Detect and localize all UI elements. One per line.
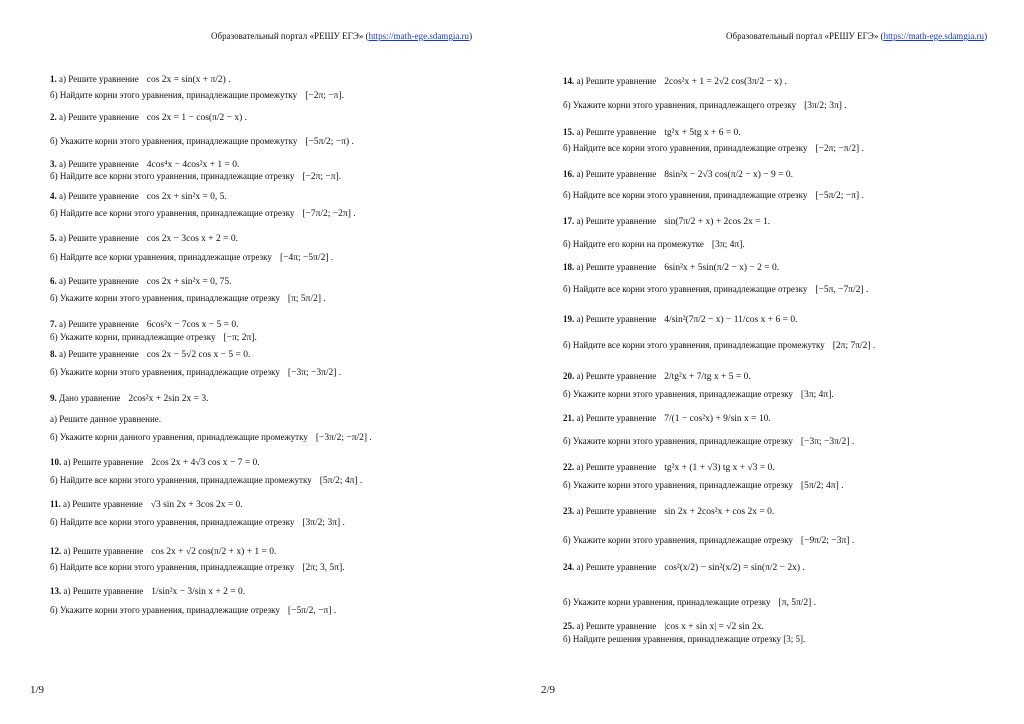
- problem-number: 2.: [50, 112, 57, 122]
- equation: cos 2x − 5√2 cos x − 5 = 0.: [146, 350, 251, 360]
- problem-21-part-a: [563, 413, 771, 425]
- problem-4-part-a: [50, 191, 227, 203]
- problem-19-part-b: [563, 340, 875, 352]
- problem-prompt: а) Решите уравнение: [576, 314, 657, 324]
- header-link[interactable]: https://math-ege.sdamgia.ru: [368, 31, 470, 41]
- problem-number: 6.: [50, 276, 57, 286]
- part-b-text: б) Укажите корни, принадлежащие отрезку: [50, 332, 216, 342]
- problem-16-part-a: [563, 169, 793, 181]
- problem-prompt: а) Решите уравнение: [576, 216, 657, 226]
- part-b-text: б) Укажите корни этого уравнения, принадлежащие отрезку: [563, 480, 793, 490]
- part-b-text: б) Найдите все корни этого уравнения, принадлежащие промежутку: [563, 340, 825, 350]
- problem-25-part-a: [563, 621, 764, 633]
- problem-16-part-b: [563, 190, 864, 202]
- problem-20-part-a: [563, 371, 751, 383]
- problem-9-part-a: [50, 393, 208, 405]
- equation: 8sin²x − 2√3 cos(π/2 − x) − 9 = 0.: [664, 170, 793, 180]
- problem-8-part-b: [50, 367, 341, 379]
- problem-11-part-a: [50, 499, 243, 511]
- equation: 4cos⁴x − 4cos²x + 1 = 0.: [146, 160, 240, 170]
- problem-6-part-a: [50, 276, 232, 288]
- equation: sin(7π/2 + x) + 2cos 2x = 1.: [664, 217, 771, 227]
- part-b-text: б) Найдите все корни этого уравнения, принадлежащие отрезку: [50, 517, 295, 527]
- problem-7-part-a: [50, 319, 238, 331]
- problem-number: 15.: [563, 127, 575, 137]
- problem-prompt: а) Решите уравнение: [59, 112, 139, 122]
- problem-prompt: а) Решите уравнение: [63, 546, 144, 556]
- part-b-text: б) Укажите корни данного уравнения, принадлежащие промежутку: [50, 432, 308, 442]
- header-link[interactable]: https://math-ege.sdamgia.ru: [883, 31, 985, 41]
- problem-2-part-b: [50, 136, 354, 148]
- problem-prompt: а) Решите уравнение: [576, 506, 657, 516]
- problem-number: 1.: [50, 74, 57, 84]
- interval: [−π; 2π].: [223, 333, 257, 343]
- problem-23-part-b: [563, 535, 854, 547]
- problem-number: 16.: [563, 169, 575, 179]
- problem-5-part-b: [50, 252, 333, 264]
- problem-13-part-a: [50, 586, 245, 598]
- part-b-text: б) Найдите все корни этого уравнения, принадлежащие отрезку: [563, 284, 808, 294]
- equation: 2cos 2x + 4√3 cos x − 7 = 0.: [151, 458, 260, 468]
- problem-number: 7.: [50, 319, 57, 329]
- problem-23-part-a: [563, 506, 774, 518]
- problem-prompt: а) Решите уравнение: [59, 159, 139, 169]
- interval: [−9π/2; −3π] .: [800, 536, 855, 546]
- part-b-text: б) Укажите корни этого уравнения, принадлежащие отрезку: [50, 605, 280, 615]
- problem-18-part-a: [563, 262, 779, 274]
- problem-prompt: а) Решите уравнение: [576, 562, 657, 572]
- problem-3-part-a: [50, 159, 239, 171]
- interval: [−5π/2; −π) .: [305, 137, 354, 147]
- part-b-text: б) Укажите корни этого уравнения, принадлежащего отрезку: [563, 100, 797, 110]
- problem-5-part-a: [50, 233, 238, 245]
- header-text: Образовательный портал «РЕШУ ЕГЭ» (: [211, 31, 369, 41]
- problem-prompt: а) Решите уравнение: [576, 371, 657, 381]
- problem-12-part-a: [50, 546, 276, 558]
- part-b-text: б) Найдите все корни этого уравнения, принадлежащие отрезку: [50, 208, 295, 218]
- problem-13-part-b: [50, 605, 336, 617]
- part-b-text: б) Укажите корни этого уравнения, принадлежащие отрезку: [50, 367, 280, 377]
- equation: cos 2x − 3cos x + 2 = 0.: [146, 234, 239, 244]
- part-b-text: б) Найдите все корни этого уравнения, принадлежащие отрезку: [50, 562, 295, 572]
- page-header: [726, 31, 987, 41]
- problem-number: 20.: [563, 371, 575, 381]
- problem-20-part-b: [563, 389, 834, 401]
- problem-17-part-a: [563, 216, 770, 228]
- header-text-end: ): [469, 31, 473, 41]
- equation: 6sin²x + 5sin(π/2 − x) − 2 = 0.: [664, 263, 780, 273]
- header-text: Образовательный портал «РЕШУ ЕГЭ» (: [726, 31, 884, 41]
- equation: √3 sin 2x + 3cos 2x = 0.: [150, 500, 243, 510]
- equation: 6cos²x − 7cos x − 5 = 0.: [146, 320, 239, 330]
- equation: 7/(1 − cos²x) + 9/sin x = 10.: [664, 414, 771, 424]
- equation: cos 2x + √2 cos(π/2 + x) + 1 = 0.: [151, 547, 277, 557]
- problem-14-part-b: [563, 100, 847, 112]
- problem-prompt: а) Решите уравнение: [59, 319, 139, 329]
- problem-1-part-b: [50, 90, 344, 102]
- problem-number: 4.: [50, 191, 57, 201]
- problem-prompt: а) Решите уравнение: [63, 586, 144, 596]
- problem-number: 8.: [50, 349, 57, 359]
- problem-prompt: а) Решите уравнение: [576, 127, 657, 137]
- problem-prompt: а) Решите уравнение: [576, 413, 657, 423]
- equation: cos 2x = 1 − cos(π/2 − x) .: [146, 113, 248, 123]
- interval: [−3π/2; −π/2] .: [315, 433, 372, 443]
- part-b-text: б) Укажите корни этого уравнения, принадлежащие отрезку: [563, 389, 793, 399]
- interval: [−4π; −5π/2] .: [279, 253, 334, 263]
- part-b-text: б) Найдите корни этого уравнения, принадлежащие промежутку: [50, 90, 298, 100]
- part-b-text: б) Укажите корни этого уравнения, принадлежащие промежутку: [50, 136, 298, 146]
- interval: [π, 5π/2] .: [778, 598, 817, 608]
- page-2: [512, 0, 1024, 724]
- problem-22-part-b: [563, 480, 844, 492]
- equation: cos 2x = sin(x + π/2) .: [146, 75, 231, 85]
- problem-number: 25.: [563, 621, 575, 631]
- problem-number: 17.: [563, 216, 575, 226]
- interval: [5π/2; 4π] .: [319, 476, 363, 486]
- interval: [2π; 7π/2] .: [832, 341, 876, 351]
- part-b-text: б) Укажите корни этого уравнения, принадлежащие отрезку: [563, 535, 793, 545]
- equation: cos 2x + sin²x = 0, 75.: [146, 277, 232, 287]
- part-b-text: б) Найдите решения уравнения, принадлежащие отрезку [3; 5].: [563, 634, 806, 644]
- interval: [−2π; −π/2] .: [815, 144, 864, 154]
- problem-number: 5.: [50, 233, 57, 243]
- interval: [−3π; −3π/2] .: [287, 368, 342, 378]
- interval: [−7π/2; −2π] .: [302, 209, 356, 219]
- problem-21-part-b: [563, 436, 854, 448]
- part-b-text: б) Укажите корни уравнения, принадлежащие отрезку: [563, 597, 771, 607]
- problem-9-part-b: [50, 432, 372, 444]
- part-b-text: б) Найдите его корни на промежутке: [563, 239, 704, 249]
- interval: [3π/2; 3π] .: [804, 101, 847, 111]
- problem-number: 12.: [50, 546, 62, 556]
- interval: [−2π; −π].: [305, 91, 344, 101]
- part-b-text: б) Укажите корни этого уравнения, принадлежащие отрезку: [563, 436, 793, 446]
- problem-number: 11.: [50, 499, 61, 509]
- problem-6-part-b: [50, 293, 326, 305]
- problem-prompt: а) Решите уравнение: [59, 233, 139, 243]
- equation: 2cos²x + 2sin 2x = 3.: [128, 394, 209, 404]
- problem-25-part-b: [563, 634, 805, 645]
- interval: [3π; 4π].: [800, 390, 834, 400]
- problem-15-part-b: [563, 143, 864, 155]
- problem-10-part-b: [50, 475, 362, 487]
- problem-prompt: а) Решите уравнение: [59, 349, 139, 359]
- problem-3-part-b: [50, 171, 341, 183]
- equation: tg²x + 5tg x + 6 = 0.: [664, 128, 741, 138]
- interval: [−5π/2; −π] .: [815, 191, 864, 201]
- header-text-end: ): [984, 31, 988, 41]
- problem-10-part-a: [50, 457, 260, 469]
- interval: [−5π/2, −π] .: [287, 606, 337, 616]
- problem-number: 14.: [563, 76, 575, 86]
- interval: [3π/2; 3π] .: [302, 518, 345, 528]
- problem-number: 3.: [50, 159, 57, 169]
- problem-9-solve-prompt: а) Решите данное уравнение.: [50, 414, 162, 424]
- interval: [5π/2; 4π] .: [800, 481, 844, 491]
- problem-2-part-a: [50, 112, 247, 124]
- problem-prompt: а) Решите уравнение: [63, 457, 144, 467]
- problem-prompt: Дано уравнение: [59, 393, 121, 403]
- problem-number: 18.: [563, 262, 575, 272]
- part-b-text: б) Найдите все корни этого уравнения, принадлежащие отрезку: [563, 143, 808, 153]
- equation: cos²(x/2) − sin²(x/2) = sin(π/2 − 2x) .: [664, 563, 805, 573]
- equation: sin 2x + 2cos²x + cos 2x = 0.: [664, 507, 775, 517]
- problem-number: 19.: [563, 314, 575, 324]
- equation: 1/sin²x − 3/sin x + 2 = 0.: [151, 587, 246, 597]
- interval: [−5π, −7π/2] .: [815, 285, 869, 295]
- problem-7-part-b: [50, 332, 257, 344]
- page-header: [211, 31, 472, 41]
- problem-11-part-b: [50, 517, 345, 529]
- problem-prompt: а) Решите уравнение: [59, 74, 139, 84]
- problem-prompt: а) Решите уравнение: [63, 499, 143, 509]
- interval: [−2π; −π].: [302, 172, 342, 182]
- problem-number: 23.: [563, 506, 575, 516]
- equation: 2/tg²x + 7/tg x + 5 = 0.: [664, 372, 751, 382]
- problem-24-part-a: [563, 562, 805, 574]
- problem-prompt: а) Решите уравнение: [576, 262, 657, 272]
- problem-22-part-a: [563, 462, 775, 474]
- problem-prompt: а) Решите уравнение: [59, 191, 139, 201]
- problem-18-part-b: [563, 284, 868, 296]
- equation: tg²x + (1 + √3) tg x + √3 = 0.: [664, 463, 775, 473]
- interval: [2π; 3, 5π].: [302, 563, 345, 573]
- problem-15-part-a: [563, 127, 741, 139]
- problem-prompt: а) Решите уравнение: [576, 169, 657, 179]
- part-b-text: б) Укажите корни этого уравнения, принадлежащие отрезку: [50, 293, 280, 303]
- part-b-text: б) Найдите все корни этого уравнения, принадлежащие отрезку: [563, 190, 808, 200]
- problem-8-part-a: [50, 349, 250, 361]
- problem-prompt: а) Решите уравнение: [576, 621, 657, 631]
- part-b-text: б) Найдите все корни этого уравнения, принадлежащие отрезку: [50, 171, 295, 181]
- interval: [π; 5π/2] .: [287, 294, 326, 304]
- problem-prompt: а) Решите уравнение: [576, 76, 657, 86]
- problem-17-part-b: [563, 239, 745, 251]
- problem-19-part-a: [563, 314, 797, 326]
- equation: cos 2x + sin²x = 0, 5.: [146, 192, 227, 202]
- problem-12-part-b: [50, 562, 345, 574]
- problem-number: 10.: [50, 457, 62, 467]
- problem-number: 22.: [563, 462, 575, 472]
- problem-number: 13.: [50, 586, 62, 596]
- interval: [−3π; −3π/2] .: [800, 437, 855, 447]
- problem-prompt: а) Решите уравнение: [59, 276, 139, 286]
- equation: |cos x + sin x| = √2 sin 2x.: [664, 622, 764, 632]
- problem-4-part-b: [50, 208, 356, 220]
- page-number: 2/9: [541, 684, 556, 696]
- problem-number: 9.: [50, 393, 57, 403]
- equation: 4/sin²(7π/2 − x) − 11/cos x + 6 = 0.: [664, 315, 798, 325]
- part-b-text: б) Найдите все корни уравнения, принадлежащие отрезку: [50, 252, 272, 262]
- problem-1-part-a: [50, 74, 231, 86]
- page-number: 1/9: [30, 684, 45, 696]
- interval: [3π; 4π].: [711, 240, 745, 250]
- part-b-text: б) Найдите все корни этого уравнения, принадлежащие промежутку: [50, 475, 312, 485]
- problem-24-part-b: [563, 597, 816, 609]
- equation: 2cos²x + 1 = 2√2 cos(3π/2 − x) .: [664, 77, 787, 87]
- problem-number: 21.: [563, 413, 575, 423]
- problem-14-part-a: [563, 76, 787, 88]
- problem-prompt: а) Решите уравнение: [576, 462, 657, 472]
- problem-number: 24.: [563, 562, 575, 572]
